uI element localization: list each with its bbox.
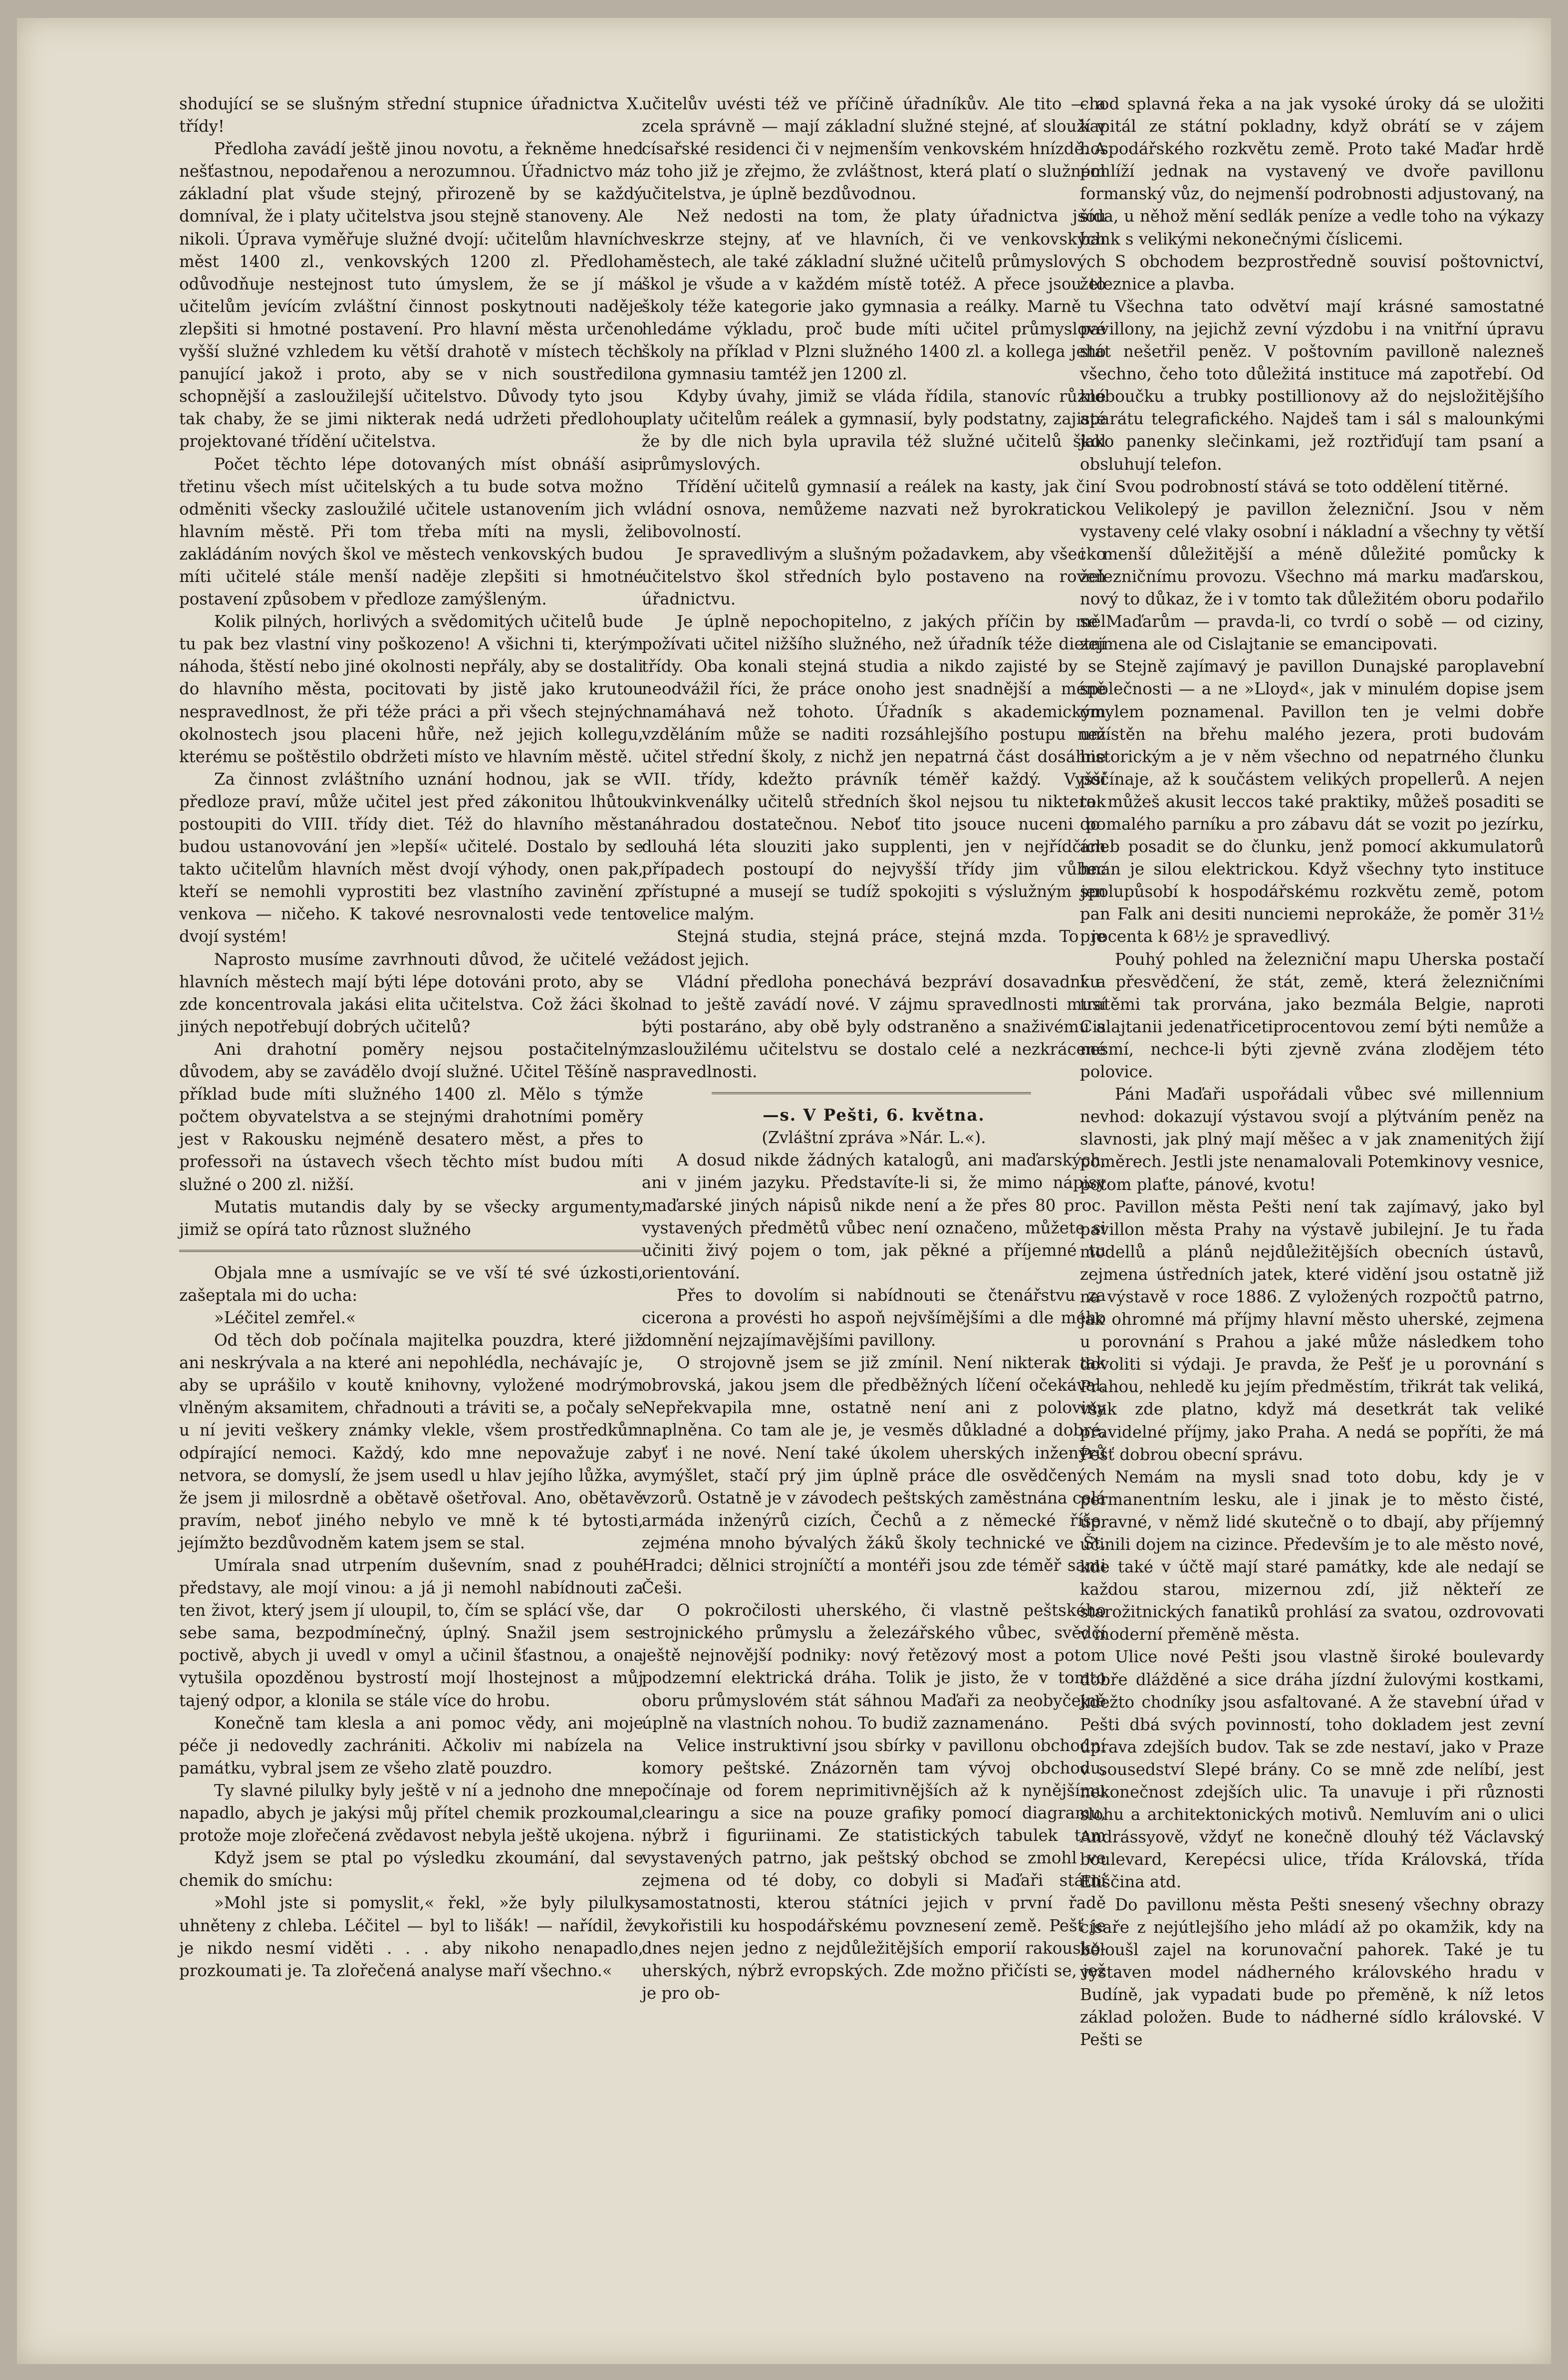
newspaper-page [17,18,1551,2364]
paragraph: Naprosto musíme zavrhnouti důvod, že učitelé ve hlavních městech mají býti lépe dotováni proto, aby se zde koncentrovala jakási elita učitelstva. Což žáci škol jiných nepotřebují dobrých učitelů? [179,949,643,1036]
section-divider [179,1250,643,1252]
paragraph: Ulice nové Pešti jsou vlastně široké boulevardy dobře dlážděné a sice dráha jízdní žulovými kostkami, kdežto chodníky jsou asfaltované. A že stavební úřad v Pešti dbá svých povinností, toho dokladem jest zevní úprava zdejších budov. Tak se zde nestaví, jako v Praze v sousedství Slepé brány. Co se mně zde nelíbí, jest nekonečnost zdejších ulic. Ta unavuje i při různosti slohu a architektonických motivů. Nemluvím ani o ulici Andrássyově, vždyť ne konečně dlouhý též Václavský boulevard, Kerepécsi ulice, třída Královská, třída Eliščina atd. [1080,1647,1544,1892]
paragraph: Vládní předloha ponechává bezpráví dosavadní a nad to ještě zavádí nové. V zájmu spravedlnosti musí býti postaráno, aby obě byly odstraněno a snaživému a zasloužilému učitelstvu se dostalo celé a nezkrácené spravedlnosti. [642,972,1106,1082]
paragraph: Když jsem se ptal po výsledku zkoumání, dal se chemik do smíchu: [179,1848,643,1890]
paragraph: Pouhý pohled na železniční mapu Uherska postačí ku přesvědčení, že stát, země, která železničními tratěmi tak prorvána, jako bezmála Belgie, naproti Cislajtanii jedenatřicetiprocentovou zemí býti nemůže a nesmí, nechce-li býti zjevně zvána zlodějem této polovice. [1080,949,1544,1082]
paragraph: Objala mne a usmívajíc se ve vší té své úzkosti, zašeptala mi do ucha: [179,1263,643,1305]
paragraph: Do pavillonu města Pešti snesený všechny obrazy císaře z nejútlejšího jeho mládí až po okamžik, kdy na běloušl zajel na korunovační pahorek. Také je tu vystaven model nádherného královského hradu v Budíně, jak vypadati bude po přeměně, k níž letos základ položen. Bude to nádherné sídlo královské. V Pešti se [1080,1895,1544,2050]
paragraph: Velice instruktivní jsou sbírky v pavillonu obchodní komory peštské. Znázorněn tam vývoj obchodu, počínaje od forem neprimitivnějších až k nynějšímu clearingu a sice na pouze grafiky pomocí diagramu, nýbrž i figuriinami. Ze statistických tabulek tam vystavených patrno, jak peštský obchod se zmohl ve zejmena od té doby, co dobyli si Maďaři státní samostatnosti, kterou státníci jejich v první řadě vykořistili ku hospodářskému povznesení země. Pešť je dnes nejen jedno z nejdůležitějších emporií rakousko-uherských, nýbrž evropských. Zde možno přičísti se, jež je pro ob- [642,1736,1106,2003]
paragraph: Od těch dob počínala majitelka pouzdra, které již ani neskrývala a na které ani nepohlédla, nechávajíc je, aby se uprášilo v koutě knihovny, vyložené modrým vlněným aksamitem, chřadnouti a tráviti se, a počaly se u ní jeviti veškery známky vlekle, všem prostředkům odpírající nemoci. Každý, kdo mne nepovažuje za netvora, se domyslí, že jsem usedl u hlav jejího lůžka, a že jsem ji milosrdně a obětavě ošetřoval. Ano, obětavě pravím, neboť jiného nebylo ve mně k té bytosti, jejímžto bezdůvodněm katem jsem se stal. [179,1331,643,1552]
feuilleton-story [179,1262,643,1982]
paragraph: Umírala snad utrpením duševním, snad z pouhé představy, ale mojí vinou: a já ji nemohl nabídnouti za ten život, který jsem jí uloupil, to, čím se splácí vše, dar sebe sama, bezpodmínečný, úplný. Snažil jsem se poctivě, abych ji uvedl v omyl a učinil šťastnou, a ona vytušila opozděnou bystrostí mojí lhostejnost a můj tajený odpor, a klonila se stále více do hrobu. [179,1556,643,1710]
paragraph: Je spravedlivým a slušným požadavkem, aby všecko učitelstvo škol středních bylo postaveno na roveň úřadnictvu. [642,544,1106,609]
paragraph: »Mohl jste si pomyslit,« řekl, »že byly pilulky uhněteny z chleba. Léčitel — byl to lišák! — nařídil, že je nikdo nesmí viděti . . . aby nikoho nenapadlo, prozkoumati je. Ta zlořečená analyse maří všechno.« [179,1893,643,1980]
column-middle [642,93,1106,2005]
paragraph: Nemám na mysli snad toto dobu, kdy je v permanentním lesku, ale i jinak je to město čisté, úpravné, v němž lidé skutečně o to dbají, aby příjemný učinili dojem na cizince. Především je to ale město nové, kde také v účtě mají staré památky, kde ale nedají se každou starou, mizernou zdí, již někteří ze starožitnických fanatiků prohlásí za svatou, ozdrovovati v moderní přeměně města. [1080,1467,1544,1644]
paragraph: Kdyby úvahy, jimiž se vláda řídila, stanovíc různé platy učitelům reálek a gymnasií, byly podstatny, zajisté že by dle nich byla upravila též služné učitelů škol průmyslových. [642,387,1106,474]
paragraph: učitelův uvésti též ve příčině úřadníkův. Ale tito — a zcela správně — mají základní služné stejné, ať slouží v císařské residenci či v nejmenším venkovském hnízdě. A z toho již je zřejmo, že zvláštnost, která platí o služném učitelstva, je úplně bezdůvodnou. [642,94,1106,204]
paragraph: Přes to dovolím si nabídnouti se čtenářstvu za cicerona a provésti ho aspoň nejvšímějšími a dle mého domnění nejzajímavějšími pavillony. [642,1285,1106,1350]
article-budapest-exhibition [642,1149,1106,2005]
paragraph: Svou podrobností stává se toto oddělení titěrné. [1115,477,1509,496]
paragraph: chod splavná řeka a na jak vysoké úroky dá se uložiti kapitál ze státní pokladny, když obrátí se v zájem hospodářského rozkvětu země. Proto také Maďar hrdě pohlíží jednak na vystavený ve dvoře pavillonu formanský vůz, do nejmenší podrobnosti adjustovaný, na šída, u něhož mění sedlák peníze a vedle toho na výkazy bank s velikými nekonečnými číslicemi. [1080,94,1544,249]
article-teachers-salary-end [642,93,1106,1083]
paragraph: »Léčitel zemřel.« [214,1308,356,1327]
paragraph: O pokročilosti uherského, či vlastně peštského strojnického průmyslu a železářského vůbec, svědčí ještě nejnovější podniky: nový řetězový most a potom podzemní elektrická dráha. Tolik je jisto, že v tomto oboru průmyslovém stát sáhnou Maďaři za neobyčejně úplně na vlastních nohou. To budiž zaznamenáno. [642,1601,1106,1733]
paragraph: Třídění učitelů gymnasií a reálek na kasty, jak činí vládní osnova, nemůžeme nazvati než byrokratickou libovolností. [642,477,1106,541]
paragraph: shodující se se slušným střední stupnice úřadnictva X. třídy! [179,94,643,136]
column-right [1080,93,1544,2051]
paragraph: Za činnost zvláštního uznání hodnou, jak se v předloze praví, může učitel jest před zákonitou lhůtou postoupiti do VIII. třídy diet. Též do hlavního města budou ustanovování jen »lepší« učitelé. Dostalo by se takto učitelům hlavních měst dvojí výhody, onen pak, kteří se nemohli vyprostiti bez vlastního zavinění z venkova — ničeho. K takové nesrovnalosti vede tento dvojí systém! [179,769,643,946]
paragraph: Ani drahotní poměry nejsou postačitelným důvodem, aby se zavádělo dvojí služné. Učitel Těšíně na příklad bude míti služného 1400 zl. Mělo s týmže počtem obyvatelstva a se stejnými drahotními poměry jest v Rakousku nejméně desatero měst, a přes to professoři na ústavech všech těchto míst budou míti služné o 200 zl. nižší. [179,1039,643,1194]
report-source: (Zvláštní zpráva »Nár. L.«). [762,1128,986,1148]
column-left [179,93,643,1982]
paragraph: Počet těchto lépe dotovaných míst obnáší asi třetinu všech míst učitelských a tu bude sotva možno odměniti všecky zasloužilé učitele ustanovením jich v hlavním městě. Při tom třeba míti na mysli, že zakládáním nových škol ve městech venkovských budou míti učitelé stále menší naděje zlepšiti si hmotné postavení způsobem v předloze zamýšleným. [179,454,643,609]
paragraph: Velikolepý je pavillon železniční. Jsou v něm vystaveny celé vlaky osobní i nákladní a všechny ty větší i menší důležitější a méně důležité pomůcky k železničnímu provozu. Všechno má marku maďarskou, nový to důkaz, že i v tomto tak důležitém oboru podařilo se Maďarům — pravda-li, co tvrdí o sobě — od ciziny, zejmena ale od Cislajtanie se emancipovati. [1080,499,1544,654]
paragraph: Konečně tam klesla a ani pomoc vědy, ani moje péče ji nedovedly zachrániti. Ačkoliv mi nabízela na památku, vybral jsem ze všeho zlatě pouzdro. [179,1713,643,1778]
paragraph: Všechna tato odvětví mají krásné samostatné pavillony, na jejichž zevní výzdobu i na vnitřní úpravu stát nešetřil peněz. V poštovním pavilloně nalezneš všechno, čeho toto důležitá instituce má zapotřebí. Od kloboučku a trubky postillionovy až do nejsložitějšího aparátu telegrafického. Najdeš tam i sál s malounkými jako panenky slečinkami, jež roztřiďují tam psaní a obsluhují telefon. [1080,297,1544,474]
paragraph: Pavillon města Pešti není tak zajímavý, jako byl pavillon města Prahy na výstavě jubilejní. Je tu řada modellů a plánů nejdůležitějších obecních ústavů, zejmena ústředních jatek, které vidění jsou ostatně již na výstavě v roce 1886. Z vyložených rozpočtů patrno, jak ohromné má příjmy hlavní město uherské, zejmena u porovnání s Prahou a jaké může následkem toho dovoliti si výdaji. Je pravda, že Pešť je u porovnání s Prahou, nehledě ku jejím předměstím, třikrát tak veliká, však zde platno, když má desetkrát tak veliké pravidelné příjmy, jako Praha. A nedá se popříti, že má Pešť dobrou obecní správu. [1080,1197,1544,1464]
paragraph: Páni Maďaři uspořádali vůbec své millennium nevhod: dokazují výstavou svojí a plýtváním peněz na slavnosti, jak plný mají měšec a v jak znamenitých žijí poměrech. Jestli jste nenamalovali Potemkinovy vesnice, potom plaťte, pánové, kvotu! [1080,1085,1544,1194]
article-teachers-salary-continued [179,93,643,1241]
paragraph: S obchodem bezprostředně souvisí poštovnictví, železnice a plavba. [1080,252,1544,294]
paragraph: Předloha zavádí ještě jinou novotu, a řekněme hned nešťastnou, nepodařenou a nerozumnou. Úřadnictvo má základní plat všude stejný, přirozeně by se každý domníval, že i platy učitelstva jsou stejně stanoveny. Ale nikoli. Úprava vyměřuje služné dvojí: učitelům hlavních měst 1400 zl., venkovských 1200 zl. Předloha odůvodňuje nestejnost tuto úmyslem, že se jí má učitelům jevícím zvláštní činnost poskytnouti naděje zlepšiti si hmotné postavení. Pro hlavní města určeno vyšší služné vzhledem ku větší drahotě v místech těch panující jakož i proto, aby se v nich soustředilo schopnější a zasloužilejší učitelstvo. Důvody tyto jsou tak chaby, že se jimi nikterak nedá udržeti předlohou projektované třídění učitelstva. [179,139,643,451]
paragraph: Stejně zajímavý je pavillon Dunajské paroplavební společnosti — a ne »Lloyd«, jak v minulém dopise jsem omylem poznamenal. Pavillon ten je velmi dobře umístěn na břehu malého jezera, proti budovám historickým a je v něm všechno od nepatrného člunku počínaje, až k součástem velikých propellerů. A nejen to: můžeš akusit leccos také praktiky, můžeš posaditi se do malého parníku a pro zábavu dát se vozit po jezírku, aneb posadit se do člunku, jenž pomocí akkumulatorů hnán je silou elektrickou. Když všechny tyto instituce spolupůsobí k hospodářskému rozkvětu země, potom pan Falk ani desiti nunciemi neprokáže, že poměr 31½ procenta k 68½ je spravedlivý. [1080,657,1544,946]
paragraph: Než nedosti na tom, že platy úřadnictva jsou veskrze stejny, ať ve hlavních, či ve venkovských městech, ale také základní služné učitelů průmyslových škol je všude a v každém místě totéž. A přece jsou to školy téže kategorie jako gymnasia a reálky. Marně tu hledáme výkladu, proč bude míti učitel průmyslové školy na příklad v Plzni služného 1400 zl. a kollega jeho na gymnasiu tamtéž jen 1200 zl. [642,207,1106,384]
paragraph: O strojovně jsem se již zmínil. Není nikterak tak obrovská, jakou jsem dle předběžných líčení očekával. Nepřekvapila mne, ostatně není ani z poloviny naplněna. Co tam ale je, je vesměs důkladné a dobré, byť i ne nové. Není také úkolem uherských inženýrů vymýšlet, stačí prý jim úplně práce dle osvědčených vzorů. Ostatně je v závodech peštských zaměstnána celá armáda inženýrů cizích, Čechů a z německé říše, zejména mnoho bývalých žáků školy technické ve Št. Hradci; dělnici strojníčtí a montéři jsou zde téměř sami Češi. [642,1353,1106,1598]
paragraph: Stejná studia, stejná práce, stejná mzda. To je žádost jejich. [642,927,1106,969]
paragraph: Ty slavné pilulky byly ještě v ní a jednoho dne mne napadlo, abych je jakýsi můj přítel chemik prozkoumal, protože moje zlořečená zvědavost nebyla ještě ukojena. [179,1781,643,1845]
paragraph: Kolik pilných, horlivých a svědomitých učitelů bude tu pak bez vlastní viny poškozeno! A všichni ti, kterým náhoda, štěstí nebo jiné okolnosti nepřály, aby se dostali do hlavního města, pocitovati by jistě jako krutou nespravedlnost, že při téže práci a při všech stejných okolnostech jsou placeni hůře, než jejich kollegu, kterému se poštěstilo obdržeti místo ve hlavním městě. [179,612,643,766]
paragraph: A dosud nikde žádných katalogů, ani maďarských, ani v jiném jazyku. Představíte-li si, že mimo nápisy maďarské jiných nápisů nikde není a že přes 80 proc. vystavených předmětů vůbec není označeno, můžete si učiniti živý pojem o tom, jak pěkné a příjemné tu orientování. [642,1151,1106,1282]
paragraph: Mutatis mutandis daly by se všecky argumenty, jimiž se opírá tato různost služného [179,1197,643,1239]
paragraph: Je úplně nepochopitelno, z jakých příčin by měl požívati učitel nižšího služného, než úřadník téže dietní třídy. Oba konali stejná studia a nikdo zajisté by se neodvážil říci, že práce onoho jest snadnější a méně namáhavá než tohoto. Úřadník s akademickým vzděláním může se naditi rozsáhlejšího postupu než učitel střední školy, z nichž jen nepatrná část dosáhne VII. třídy, kdežto právník téměř každý. Vyšší kvinkvenálky učitelů středních škol nejsou tu nikterak náhradou dostatečnou. Neboť tito jsouce nuceni po dlouhá léta slouziti jako supplenti, jen v nejřídčích případech postoupí do nejvyšší třídy jim vůbec přístupné a musejí se tudíž spokojiti s výslužným jen velice malým. [642,612,1106,924]
article-budapest-exhibition-continued [1080,93,1544,2051]
section-divider [712,1092,1031,1094]
dateline: —s. V Pešti, 6. května. [763,1106,985,1125]
